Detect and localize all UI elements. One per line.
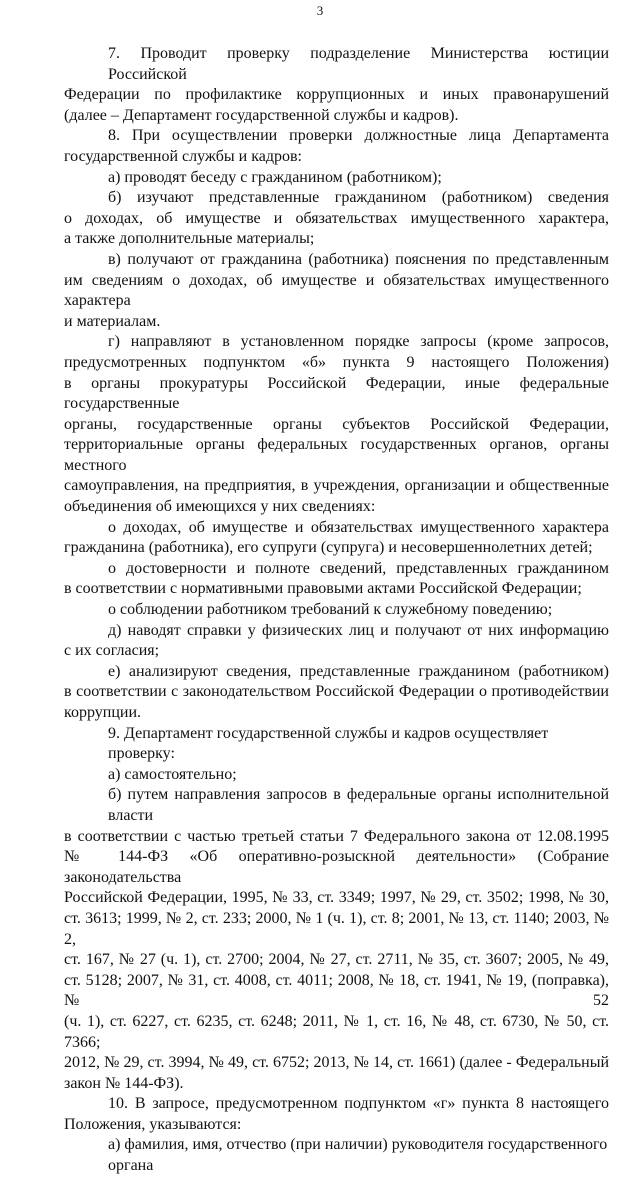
text-line: в органы прокуратуры Российской Федерации, иные федеральные государственные (64, 374, 609, 413)
text-line: 8. При осуществлении проверки должностные лица Департамента (108, 127, 609, 145)
text-line: д) наводят справки у физических лиц и получают от них информацию (108, 621, 609, 639)
text-line: самоуправления, на предприятия, в учреждения, организации и общественные (64, 477, 609, 495)
text-line: предусмотренных подпунктом «б» пункта 9 настоящего Положения) (64, 353, 609, 371)
text-line: органы, государственные органы субъектов Российской Федерации, (64, 415, 609, 433)
paragraph (64, 765, 609, 786)
text-line: ст. 5128; 2007, № 31, ст. 4008, ст. 4011; 2008, № 18, ст. 1941, № 19, (поправка), № 52 (64, 971, 609, 1010)
paragraph (64, 44, 609, 126)
paragraph (64, 724, 609, 765)
text-line: 7. Проводит проверку подразделение Министерства юстиции Российской (108, 45, 609, 83)
paragraph (64, 600, 609, 621)
text-line: в соответствии с нормативными правовыми актами Российской Федерации; (64, 580, 582, 598)
text-line: им сведениям о доходах, об имуществе и обязательствах имущественного характера (64, 271, 609, 310)
text-line: в соответствии с законодательством Российской Федерации о противодействии (64, 683, 609, 701)
page-number: 3 (316, 3, 324, 18)
paragraph (64, 621, 609, 662)
text-line: в) получают от гражданина (работника) пояснения по представленным (108, 250, 609, 268)
text-line: а) фамилия, имя, отчество (при наличии) руководителя государственного органа (108, 1136, 608, 1175)
paragraph (64, 332, 609, 517)
text-line: государственной службы и кадров: (64, 147, 302, 165)
text-line: № 144-ФЗ «Об оперативно-розыскной деятельности» (Собрание законодательства (64, 848, 609, 886)
text-line: о достоверности и полноте сведений, представленных гражданином (108, 559, 609, 577)
paragraph (64, 168, 609, 189)
paragraph (64, 1094, 609, 1135)
paragraph (64, 518, 609, 559)
paragraph (64, 250, 609, 332)
text-line: а) проводят беседу с гражданином (работником); (108, 168, 442, 186)
text-line: территориальные органы федеральных государственных органов, органы местного (64, 436, 609, 474)
text-line: закон № 144-ФЗ). (64, 1074, 184, 1092)
text-line: г) направляют в установленном порядке запросы (кроме запросов, (108, 333, 609, 351)
text-line: Российской Федерации, 1995, № 33, ст. 3349; 1997, № 29, ст. 3502; 1998, № 30, (64, 889, 609, 907)
text-line: а также дополнительные материалы; (64, 230, 315, 248)
text-line: ст. 3613; 1999, № 2, ст. 233; 2000, № 1 (ч. 1), ст. 8; 2001, № 13, ст. 1140; 2003, № 2, (64, 909, 609, 948)
text-line: о доходах, об имуществе и обязательствах имущественного характера (108, 518, 609, 536)
paragraph (64, 126, 609, 167)
text-line: с их согласия; (64, 642, 160, 660)
text-line: о соблюдении работником требований к служебному поведению; (108, 601, 553, 619)
text-line: б) путем направления запросов в федеральные органы исполнительной власти (108, 786, 609, 824)
paragraph (64, 559, 609, 600)
text-line: б) изучают представленные гражданином (работником) сведения (108, 189, 609, 207)
text-line: Федерации по профилактике коррупционных и иных правонарушений (64, 86, 609, 104)
document-body (64, 0, 609, 1197)
text-line: 2012, № 29, ст. 3994, № 49, ст. 6752; 2013, № 14, ст. 1661) (далее - Федеральный (64, 1054, 609, 1072)
text-line: объединения об имеющихся у них сведениях: (64, 498, 376, 516)
text-line: 9. Департамент государственной службы и кадров осуществляет проверку: (108, 724, 549, 763)
text-line: 10. В запросе, предусмотренном подпунктом «г» пункта 8 настоящего (108, 1095, 609, 1113)
text-line: коррупции. (64, 704, 141, 721)
text-line: (ч. 1), ст. 6227, ст. 6235, ст. 6248; 2011, № 1, ст. 16, № 48, ст. 6730, № 50, ст. 7366; (64, 1012, 609, 1051)
text-line: а) самостоятельно; (108, 765, 237, 783)
text-line: о доходах, об имуществе и обязательствах имущественного характера, (64, 209, 609, 227)
paragraph (64, 785, 609, 1094)
paragraph (64, 662, 609, 724)
paragraph (64, 1135, 609, 1176)
text-line: (далее – Департамент государственной службы и кадров). (64, 106, 459, 124)
text-line: Положения, указываются: (64, 1115, 242, 1133)
paragraph (64, 188, 609, 250)
text-line: и материалам. (64, 312, 161, 330)
text-line: гражданина (работника), его супруги (супруга) и несовершеннолетних детей; (64, 539, 593, 557)
text-line: е) анализируют сведения, представленные гражданином (работником) (108, 662, 609, 680)
text-line: в соответствии с частью третьей статьи 7 Федерального закона от 12.08.1995 (64, 827, 609, 845)
text-line: ст. 167, № 27 (ч. 1), ст. 2700; 2004, № 27, ст. 2711, № 35, ст. 3607; 2005, № 49, (64, 951, 609, 969)
